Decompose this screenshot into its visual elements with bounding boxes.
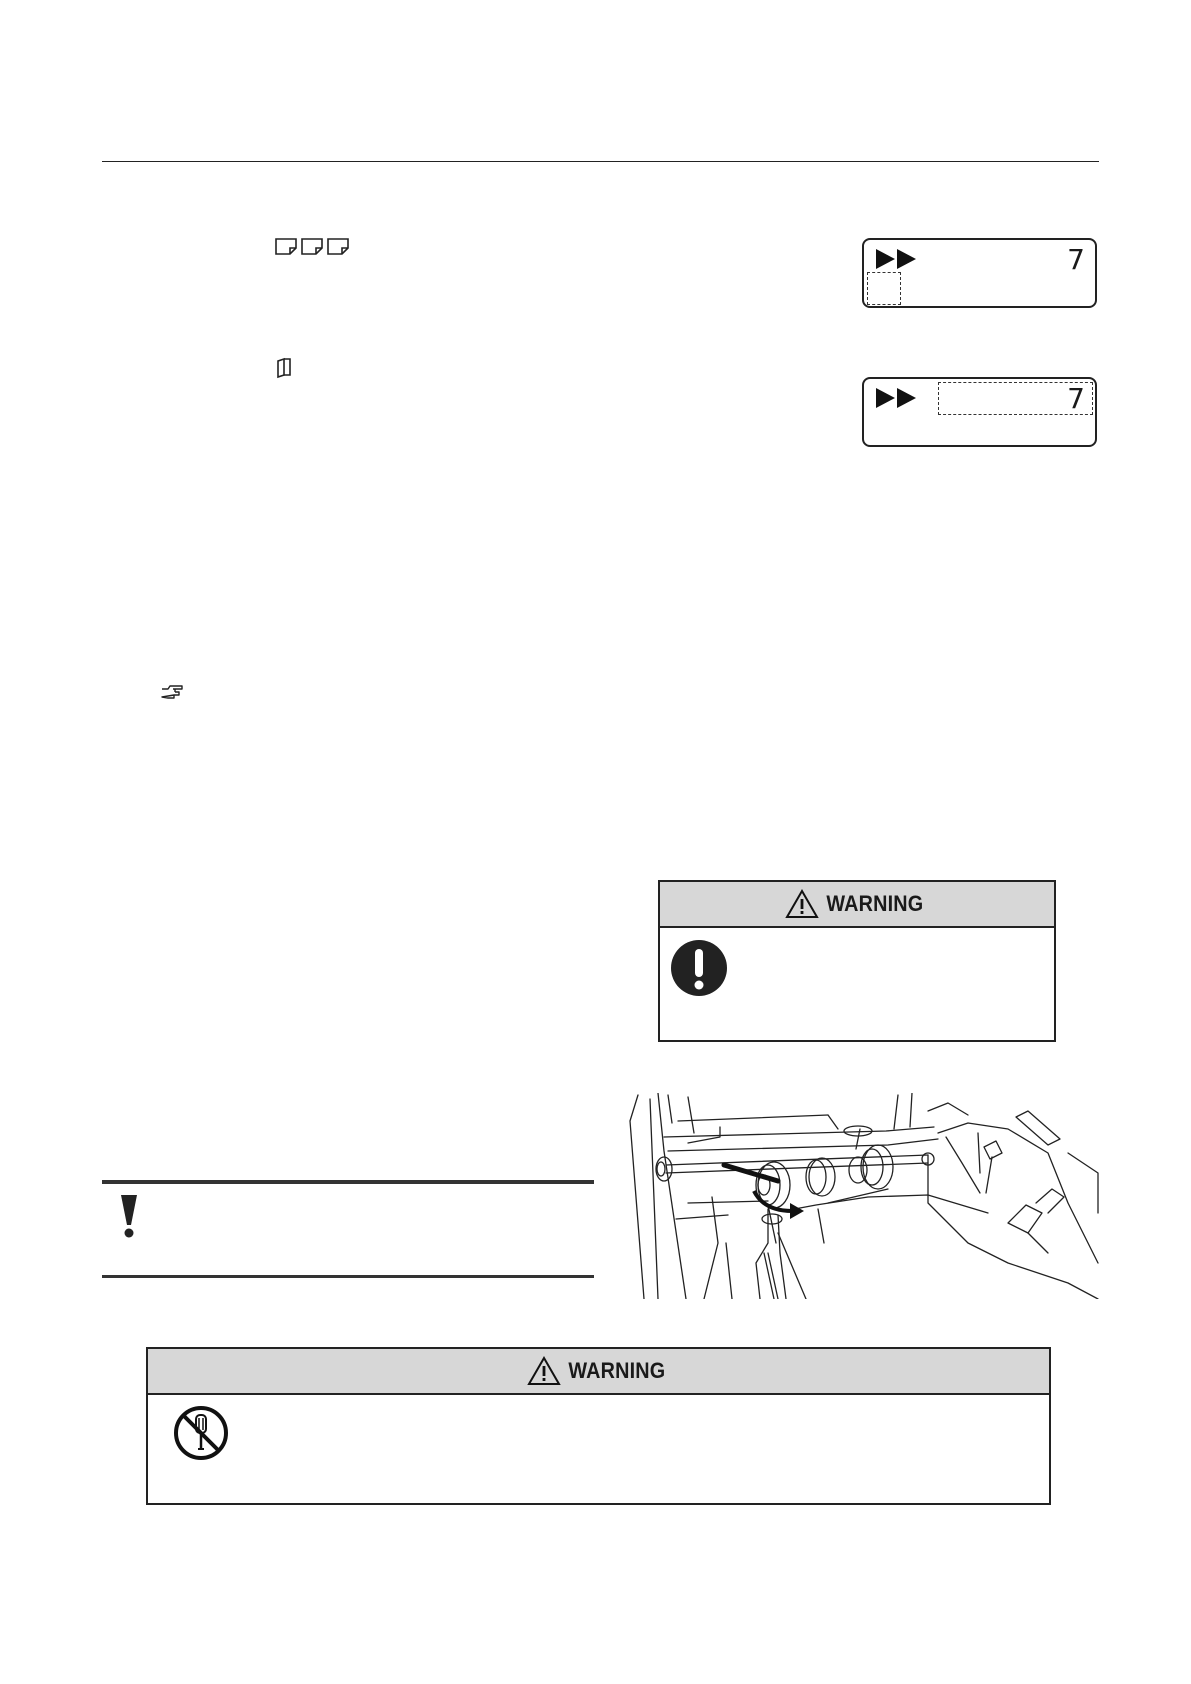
warning-box-upper <box>658 880 1056 1042</box>
pointing-hand-icon <box>160 683 184 701</box>
header-rule <box>102 161 1099 162</box>
warning-box-lower <box>146 1347 1051 1505</box>
exclamation-mark-icon <box>118 1195 140 1239</box>
display-value: 7 <box>1067 382 1085 415</box>
roller-illustration <box>628 1093 1100 1299</box>
warning-header <box>148 1349 1049 1395</box>
highlight-box <box>867 272 901 305</box>
multi-sheet-icon <box>274 236 352 256</box>
exclamation-circle-icon <box>670 939 728 997</box>
highlight-box <box>938 382 1093 415</box>
warning-header <box>660 882 1054 928</box>
caution-bottom-bar <box>102 1275 594 1278</box>
caution-top-bar <box>102 1180 594 1184</box>
display-panel-2 <box>862 377 1097 447</box>
warning-triangle-icon <box>785 889 819 919</box>
single-sheet-icon <box>276 357 292 379</box>
display-value: 7 <box>1067 243 1085 276</box>
fast-forward-icon <box>876 388 918 408</box>
no-disassembly-icon <box>173 1405 229 1461</box>
warning-label: WARNING <box>568 1358 665 1383</box>
fast-forward-icon <box>876 249 918 269</box>
warning-label: WARNING <box>826 891 924 916</box>
warning-triangle-icon <box>527 1356 561 1386</box>
display-panel-1 <box>862 238 1097 308</box>
